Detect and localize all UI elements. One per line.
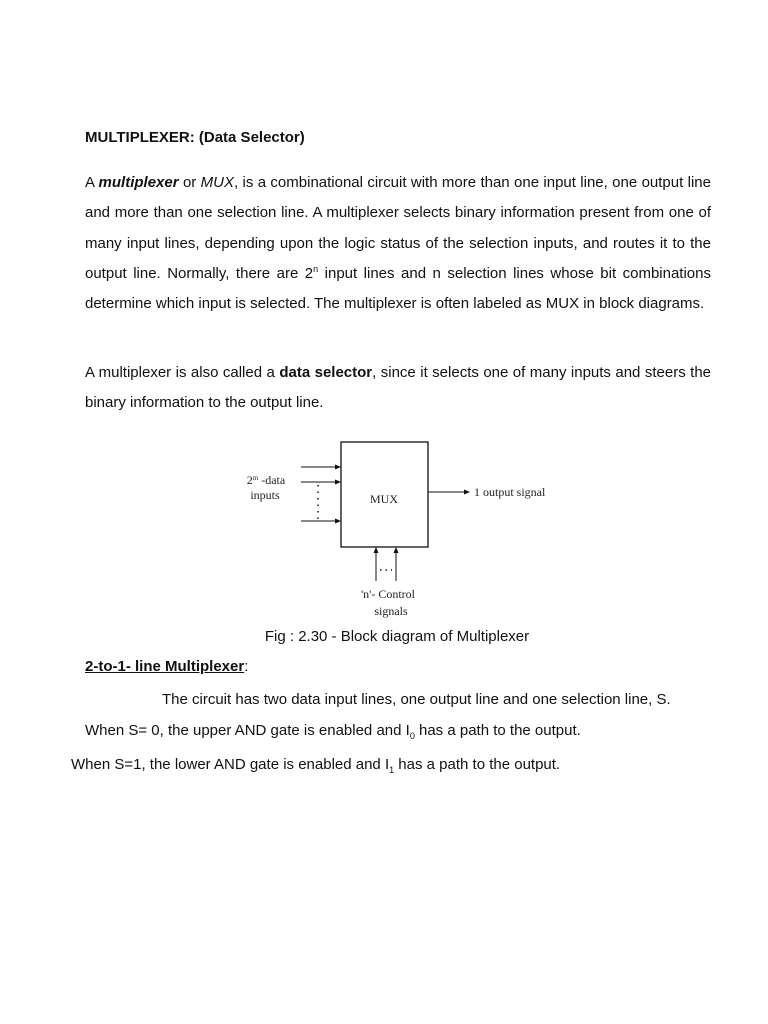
data-selector-paragraph [85,358,711,419]
input-arrow-3-head [335,519,341,524]
s0-subscript: 0 [409,731,415,741]
section-heading: MULTIPLEXER: (Data Selector) [85,129,305,146]
ds-text-a: A multiplexer is also called a [85,364,280,381]
control-arrow-2-head [394,547,399,553]
intro-paragraph [85,168,711,319]
s0-text-b: has a path to the output. [414,722,581,739]
figure-caption: Fig : 2.30 - Block diagram of Multiplexer [264,628,530,645]
intro-text-or: or [178,174,201,191]
intro-text-rest1: , is a combinational circuit with more than one input line, one output line and more than one selection line. A multiplexer selects binary information present from one of many input lines, depending upon the logic status of the selection inputs, and routes it to the output line. Normally, there are 2 [85,174,711,282]
output-label: 1 output signal [474,485,546,499]
circuit-description: The circuit has two data input lines, one output line and one selection line, S. [162,691,671,708]
s0-text-a: When S= 0, the upper AND gate is enabled and I [85,722,410,739]
s1-subscript: 1 [389,765,395,775]
input-label-1: 2$^m$ -data [246,473,286,487]
intro-text-rest2: input lines and n selection lines whose bit combinations determine which input is selected. The multiplexer is often labeled as MUX in block diagrams. [85,264,711,313]
mux-block-diagram [230,430,570,625]
term-mux: MUX [200,174,234,191]
input-arrow-1-head [335,465,341,470]
term-multiplexer: multiplexer [98,174,179,191]
control-arrow-1-head [374,547,379,553]
mux-box-label: MUX [369,492,399,506]
s1-description [71,756,560,773]
sub-heading-text: 2-to-1- line Multiplexer [85,658,245,675]
sub-heading-colon: : [244,658,249,675]
superscript-n: n [313,263,319,274]
s1-text-a: When S=1, the lower AND gate is enabled and I [71,756,390,773]
control-label-2: signals [374,604,408,618]
sub-heading [85,658,248,675]
input-arrow-2-head [335,480,341,485]
s0-description [85,722,581,739]
control-label-1: 'n'- Control [361,587,415,601]
input-label-2: inputs [250,488,280,502]
s1-text-b: has a path to the output. [394,756,561,773]
intro-text-a: A [85,174,99,191]
term-data-selector: data selector [279,364,373,381]
output-arrow-head [464,490,470,495]
ds-text-rest: , since it selects one of many inputs and steers the binary information to the output line. [85,364,712,412]
